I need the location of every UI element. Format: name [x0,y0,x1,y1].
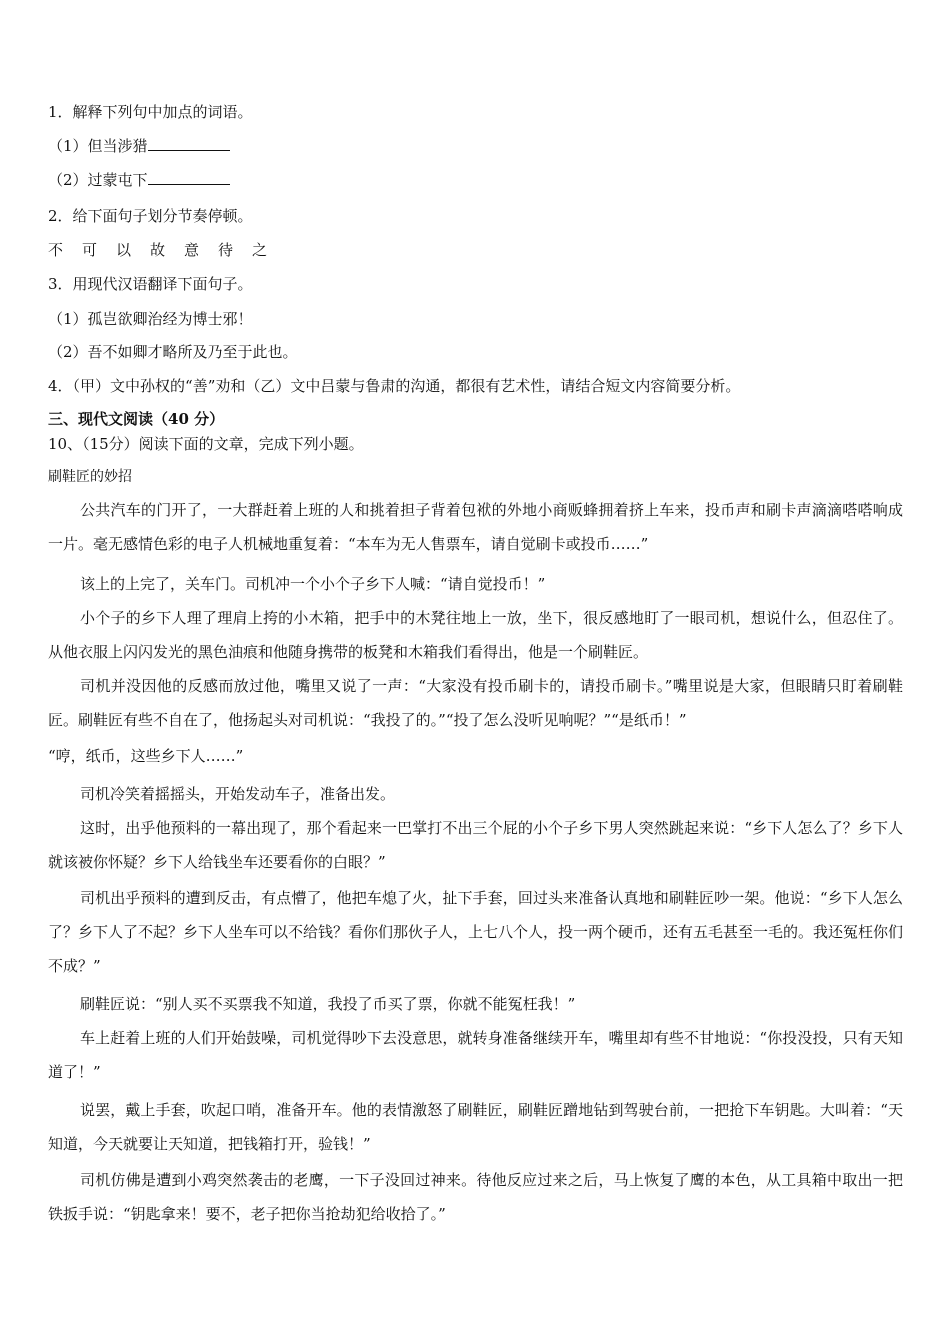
story-title: 刷鞋匠的妙招 [48,469,132,485]
section-heading: 三、现代文阅读（40 分） [48,410,225,428]
story-paragraph-2: 该上的上完了，关车门。司机冲一个小个子乡下人喊：“请自觉投币！” [80,575,546,593]
story-paragraph-4: 司机并没因他的反感而放过他，嘴里又说了一声：“大家没有投币刷卡的，请投币刷卡。”嘴里说是大家，但眼睛只盯着刷鞋匠。刷鞋匠有些不自在了，他扬起头对司机说：“我投了的。”“投了怎么没听见响呢？”“是纸币！” [48,677,903,729]
story-paragraph-3: 小个子的乡下人理了理肩上挎的小木箱，把手中的木凳往地上一放，坐下，很反感地盯了一眼司机，想说什么，但忍住了。从他衣服上闪闪发光的黑色油痕和他随身携带的板凳和木箱我们看得出，他是一个刷鞋匠。 [48,609,903,661]
question-1-item-1-text: （1）但当涉猎 [48,137,148,155]
answer-blank-1[interactable] [148,136,230,151]
story-paragraph-1: 公共汽车的门开了，一大群赶着上班的人和挑着担子背着包袱的外地小商贩蜂拥着挤上车来，投币声和刷卡声滴滴嗒嗒响成一片。毫无感情色彩的电子人机械地重复着：“本车为无人售票车，请自觉刷卡或投币……” [48,501,903,553]
question-4: 4．（甲）文中孙权的“善”劝和（乙）文中吕蒙与鲁肃的沟通，都很有艺术性，请结合短文内容简要分析。 [48,377,741,395]
story-paragraph-7: 这时，出乎他预料的一幕出现了，那个看起来一巴掌打不出三个屁的小个子乡下男人突然跳起来说：“乡下人怎么了？乡下人就该被你怀疑？乡下人给钱坐车还要看你的白眼？” [48,819,903,871]
question-3: 3．用现代汉语翻译下面句子。 [48,275,253,293]
question-2-sentence: 不可以故意待之 [48,241,287,259]
section-intro: 10、（15分）阅读下面的文章，完成下列小题。 [48,435,364,453]
question-1-item-2 [48,170,908,190]
question-2: 2．给下面句子划分节奏停顿。 [48,207,253,225]
story-paragraph-11: 说罢，戴上手套，吹起口哨，准备开车。他的表情激怒了刷鞋匠，刷鞋匠蹭地钻到驾驶台前，一把抢下车钥匙。大叫着：“天知道，今天就要让天知道，把钱箱打开，验钱！” [48,1101,903,1153]
question-1-item-2-text: （2）过蒙屯下 [48,171,148,189]
story-paragraph-8: 司机出乎预料的遭到反击，有点懵了，他把车熄了火，扯下手套，回过头来准备认真地和刷鞋匠吵一架。他说：“乡下人怎么了？乡下人了不起？乡下人坐车可以不给钱？看你们那伙子人，上七八个人，投一两个硬币，还有五毛甚至一毛的。我还冤枉你们不成？” [48,889,904,975]
question-1-item-1 [48,136,908,156]
story-paragraph-12: 司机仿佛是遭到小鸡突然袭击的老鹰，一下子没回过神来。待他反应过来之后，马上恢复了鹰的本色，从工具箱中取出一把铁扳手说：“钥匙拿来！要不，老子把你当抢劫犯给收拾了。” [48,1171,903,1223]
question-3-item-1: （1）孤岂欲卿治经为博士邪！ [48,310,253,328]
story-paragraph-10: 车上赶着上班的人们开始鼓噪，司机觉得吵下去没意思，就转身准备继续开车，嘴里却有些不甘地说：“你投没投，只有天知道了！” [48,1029,903,1081]
answer-blank-2[interactable] [148,170,230,185]
question-3-item-2: （2）吾不如卿才略所及乃至于此也。 [48,343,298,361]
story-paragraph-5: “哼，纸币，这些乡下人……” [48,747,244,765]
story-paragraph-9: 刷鞋匠说：“别人买不买票我不知道，我投了币买了票，你就不能冤枉我！” [80,995,576,1013]
story-paragraph-6: 司机冷笑着摇摇头，开始发动车子，准备出发。 [80,785,396,803]
question-1: 1．解释下列句中加点的词语。 [48,103,253,121]
